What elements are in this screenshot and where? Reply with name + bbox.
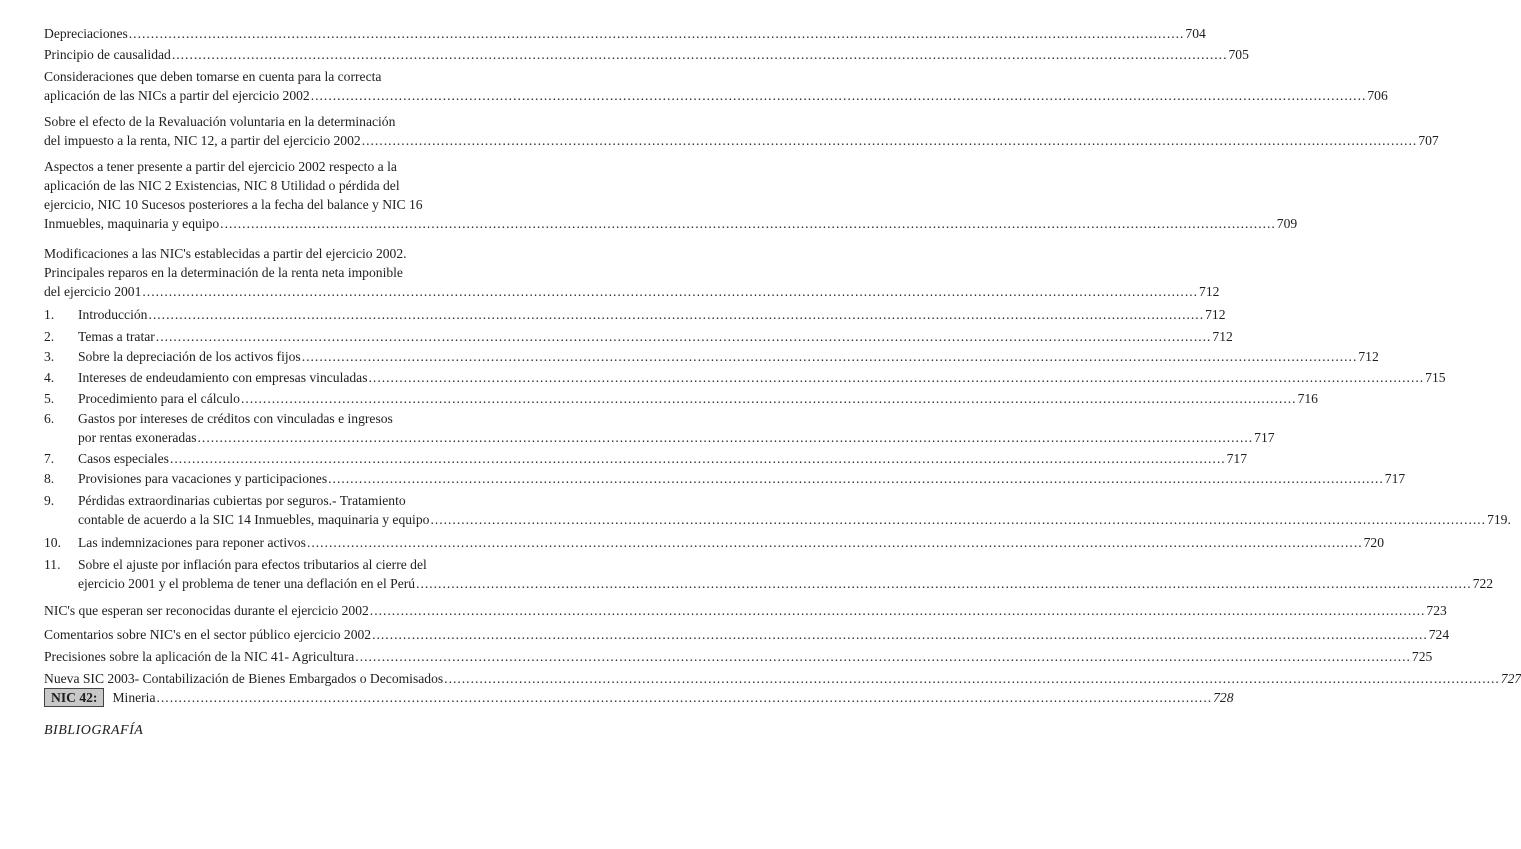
toc-line xyxy=(78,428,1275,447)
toc-entry[interactable] xyxy=(44,647,1433,666)
leader-dots xyxy=(302,347,1358,366)
toc-text: Introducción xyxy=(78,307,148,322)
page-number: 720 xyxy=(1363,535,1384,550)
leader-dots xyxy=(220,214,1276,233)
toc-text: contable de acuerdo a la SIC 14 Inmuebles, maquinaria y equipo xyxy=(78,512,430,527)
toc-line xyxy=(78,327,1233,346)
subentry-number: 8. xyxy=(44,471,55,486)
toc-text: ejercicio 2001 y el problema de tener una deflación en el Perú xyxy=(78,576,416,591)
toc-line xyxy=(44,282,1220,301)
toc-text: Principio de causalidad xyxy=(44,47,171,62)
toc-line xyxy=(44,112,566,131)
toc-text: Comentarios sobre NIC's en el sector público ejercicio 2002 xyxy=(44,627,372,642)
leader-dots xyxy=(148,305,1204,324)
toc-text: Sobre el efecto de la Revaluación voluntaria en la determinación xyxy=(44,114,396,129)
toc-entry[interactable] xyxy=(44,244,1220,301)
toc-line xyxy=(44,45,1249,64)
leader-dots xyxy=(311,86,1367,105)
leader-dots xyxy=(416,574,1472,593)
toc-subentry[interactable] xyxy=(44,305,1226,324)
toc-line xyxy=(44,86,1388,105)
subentry-body xyxy=(78,389,1318,408)
toc-text: Intereses de endeudamiento con empresas vinculadas xyxy=(78,370,368,385)
page-number: 719. xyxy=(1487,512,1511,527)
toc-line xyxy=(44,67,566,86)
page-number: 722 xyxy=(1472,576,1494,591)
toc-subentry[interactable] xyxy=(44,555,1494,593)
leader-dots xyxy=(355,647,1411,666)
toc-text: del impuesto a la renta, NIC 12, a partir del ejercicio 2002 xyxy=(44,133,361,148)
toc-subentry[interactable] xyxy=(44,347,1379,366)
toc-line xyxy=(78,469,1406,488)
subentry-body xyxy=(78,368,1446,387)
toc-line xyxy=(44,176,566,195)
toc-line xyxy=(44,263,566,282)
subentry-number: 9. xyxy=(44,493,55,508)
toc-entry[interactable] xyxy=(44,601,1447,620)
toc-line xyxy=(44,601,1447,620)
toc-text: Sobre la depreciación de los activos fijos xyxy=(78,349,301,364)
page-number: 717 xyxy=(1226,451,1247,466)
page-number: 707 xyxy=(1418,133,1439,148)
toc-line xyxy=(78,368,1446,387)
toc-entry[interactable] xyxy=(44,669,1521,688)
toc-text: Casos especiales xyxy=(78,451,169,466)
toc-text: Sobre el ajuste por inflación para efectos tributarios al cierre del xyxy=(78,557,427,572)
leader-dots xyxy=(328,469,1384,488)
page-number: 715 xyxy=(1425,370,1446,385)
subentry-number: 6. xyxy=(44,411,55,426)
page-number: 706 xyxy=(1367,88,1388,103)
subentry-number: 4. xyxy=(44,370,55,385)
page-number: 724 xyxy=(1428,627,1450,642)
toc-entry-nic42[interactable] xyxy=(44,688,1234,707)
toc-subentry[interactable] xyxy=(44,491,1511,529)
toc-entry[interactable] xyxy=(44,45,1249,64)
page-number: 728 xyxy=(1213,690,1234,705)
page-number: 725 xyxy=(1411,649,1433,664)
page-number: 712 xyxy=(1205,307,1226,322)
toc-subentry[interactable] xyxy=(44,327,1233,346)
leader-dots xyxy=(307,533,1363,552)
leader-dots xyxy=(198,428,1254,447)
toc-subentry[interactable] xyxy=(44,389,1318,408)
toc-text: Inmuebles, maquinaria y equipo xyxy=(44,216,220,231)
leader-dots xyxy=(430,510,1486,529)
nic42-badge: NIC 42: xyxy=(44,688,104,707)
toc-entry[interactable] xyxy=(44,24,1206,43)
toc-entry[interactable] xyxy=(44,157,1298,233)
toc-line xyxy=(44,214,1298,233)
subentry-body xyxy=(78,469,1406,488)
toc-entry[interactable] xyxy=(44,112,1439,150)
page-number: 709 xyxy=(1276,216,1298,231)
toc-subentry[interactable] xyxy=(44,409,1275,447)
leader-dots xyxy=(370,601,1426,620)
toc-text: Principales reparos en la determinación de la renta neta imponible xyxy=(44,265,403,280)
leader-dots xyxy=(142,282,1198,301)
toc-line xyxy=(78,555,566,574)
toc-line xyxy=(44,244,566,263)
toc-line xyxy=(78,449,1247,468)
subentry-body xyxy=(78,327,1233,346)
subentry-body xyxy=(78,409,1275,447)
subentry-number: 10. xyxy=(44,535,61,550)
subentry-body xyxy=(78,449,1247,468)
page-number: 716 xyxy=(1297,391,1318,406)
subentry-body xyxy=(78,305,1226,324)
toc-text: Nueva SIC 2003- Contabilización de Bienes Embargados o Decomisados xyxy=(44,671,444,686)
toc-text: por rentas exoneradas xyxy=(78,430,197,445)
toc-line xyxy=(78,510,1511,529)
toc-text: Temas a tratar xyxy=(78,329,155,344)
leader-dots xyxy=(241,389,1297,408)
toc-line xyxy=(44,647,1433,666)
toc-line xyxy=(78,347,1379,366)
page-number: 727 xyxy=(1500,671,1521,686)
toc-line xyxy=(44,688,1234,707)
leader-dots xyxy=(444,669,1500,688)
toc-subentry[interactable] xyxy=(44,533,1384,552)
toc-text: del ejercicio 2001 xyxy=(44,284,142,299)
page-number: 712 xyxy=(1358,349,1379,364)
toc-line xyxy=(44,625,1450,644)
toc-text: Las indemnizaciones para reponer activos xyxy=(78,535,306,550)
toc-text: Consideraciones que deben tomarse en cuenta para la correcta xyxy=(44,69,382,84)
bibliography-heading[interactable]: BIBLIOGRAFÍA xyxy=(44,723,144,738)
toc-entry[interactable] xyxy=(44,625,1450,644)
leader-dots xyxy=(369,368,1425,387)
toc-text: Precisiones sobre la aplicación de la NIC 41- Agricultura xyxy=(44,649,355,664)
toc-text: Gastos por intereses de créditos con vinculadas e ingresos xyxy=(78,411,393,426)
toc-line xyxy=(78,491,566,510)
toc-line xyxy=(44,131,1439,150)
toc-text: Depreciaciones xyxy=(44,26,128,41)
page-number: 705 xyxy=(1228,47,1249,62)
toc-line xyxy=(44,195,566,214)
toc-line xyxy=(78,574,1494,593)
toc-line xyxy=(78,533,1384,552)
page-number: 717 xyxy=(1254,430,1275,445)
leader-dots xyxy=(157,688,1213,707)
subentry-body xyxy=(78,491,1511,529)
page-number: 712 xyxy=(1212,329,1233,344)
toc-text: aplicación de las NICs a partir del ejercicio 2002 xyxy=(44,88,310,103)
page-number: 723 xyxy=(1426,603,1447,618)
subentry-body xyxy=(78,347,1379,366)
toc-line xyxy=(44,157,566,176)
page-number: 717 xyxy=(1384,471,1406,486)
subentry-number: 11. xyxy=(44,557,61,572)
toc-text: ejercicio, NIC 10 Sucesos posteriores a la fecha del balance y NIC 16 xyxy=(44,197,423,212)
toc-text: Modificaciones a las NIC's establecidas a partir del ejercicio 2002. xyxy=(44,246,407,261)
subentry-number: 2. xyxy=(44,329,55,344)
toc-subentry[interactable] xyxy=(44,368,1446,387)
toc-line xyxy=(44,24,1206,43)
leader-dots xyxy=(172,45,1228,64)
subentry-number: 3. xyxy=(44,349,55,364)
toc-subentry[interactable] xyxy=(44,449,1247,468)
toc-text: aplicación de las NIC 2 Existencias, NIC 8 Utilidad o pérdida del xyxy=(44,178,400,193)
toc-text: Mineria xyxy=(112,690,156,705)
toc-text: Provisiones para vacaciones y participaciones xyxy=(78,471,328,486)
subentry-number: 1. xyxy=(44,307,55,322)
leader-dots xyxy=(372,625,1428,644)
toc-line xyxy=(78,409,566,428)
subentry-number: 7. xyxy=(44,451,55,466)
toc-text: Pérdidas extraordinarias cubiertas por seguros.- Tratamiento xyxy=(78,493,406,508)
leader-dots xyxy=(362,131,1418,150)
subentry-number: 5. xyxy=(44,391,55,406)
subentry-body xyxy=(78,533,1384,552)
toc-subentry[interactable] xyxy=(44,469,1406,488)
page-number: 704 xyxy=(1185,26,1206,41)
toc-line xyxy=(78,305,1226,324)
toc-entry[interactable] xyxy=(44,67,1388,105)
leader-dots xyxy=(129,24,1185,43)
leader-dots xyxy=(170,449,1226,468)
toc-line xyxy=(78,389,1318,408)
leader-dots xyxy=(156,327,1212,346)
page-number: 712 xyxy=(1199,284,1220,299)
toc-text: Aspectos a tener presente a partir del ejercicio 2002 respecto a la xyxy=(44,159,397,174)
toc-line xyxy=(44,669,1521,688)
subentry-body xyxy=(78,555,1494,593)
toc-text: Procedimiento para el cálculo xyxy=(78,391,240,406)
toc-text: NIC's que esperan ser reconocidas durante el ejercicio 2002 xyxy=(44,603,369,618)
